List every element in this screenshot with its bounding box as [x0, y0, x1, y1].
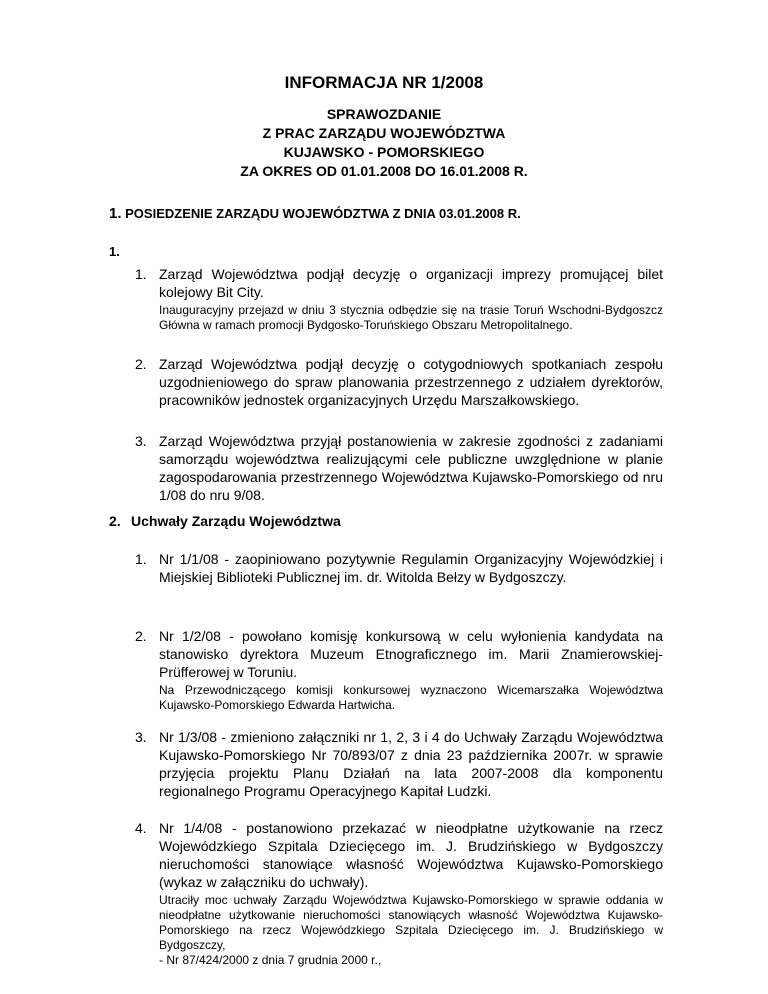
section-2-item [135, 550, 663, 586]
section-2-item [135, 819, 663, 968]
section-1-title: POSIEDZENIE ZARZĄDU WOJEWÓDZTWA Z DNIA 03.01.2008 R. [125, 206, 521, 221]
item-text: Zarząd Województwa przyjął postanowienia w zakresie zgodności z zadaniami samorządu województwa realizującymi cele publiczne uwzględnione w planie zagospodarowania przestrzennego Województwa Kujawsko-Pomorskiego od nru 1/08 do nru 9/08. [159, 433, 663, 503]
item-number: 3. [135, 433, 147, 449]
item-text: Nr 1/4/08 - postanowiono przekazać w nieodpłatne użytkowanie na rzecz Wojewódzkiego Szpitala Dziecięcego im. J. Brudzińskiego w Bydgoszczy nieruchomości stanowiące własność Województwa Kujawsko-Pomorskiego (wykaz w załączniku do uchwały). [159, 820, 663, 890]
item-dash-entry: - Nr 87/424/2000 z dnia 7 grudnia 2000 r., [159, 953, 382, 967]
subtitle-line: SPRAWOZDANIE [326, 106, 442, 122]
section-1-heading [109, 205, 521, 222]
item-number: 2. [135, 356, 147, 372]
item-number: 1. [135, 266, 147, 282]
section-1-item [135, 265, 663, 333]
document-subtitle [0, 105, 768, 181]
section-1-subnumber: 1. [109, 244, 120, 259]
item-text: Zarząd Województwa podjął decyzję o organizacji imprezy promującej bilet kolejowy Bit City. [159, 266, 663, 300]
section-1-item [135, 432, 663, 504]
section-2-title: Uchwały Zarządu Województwa [131, 513, 341, 529]
item-number: 1. [135, 551, 147, 567]
section-2-item [135, 728, 663, 800]
item-text: Nr 1/3/08 - zmieniono załączniki nr 1, 2, 3 i 4 do Uchwały Zarządu Województwa Kujawsko-Pomorskiego Nr 70/893/07 z dnia 23 października 2007r. w sprawie przyjęcia projektu Planu Działań na lata 2007-2008 dla komponentu regionalnego Programu Operacyjnego Kapitał Ludzki. [159, 729, 663, 799]
item-note: Inauguracyjny przejazd w dniu 3 stycznia odbędzie się na trasie Toruń Wschodni-Bydgoszcz Główna w ramach promocji Bydgosko-Toruńskiego Obszaru Metropolitalnego. [159, 303, 663, 332]
document-title: INFORMACJA NR 1/2008 [284, 73, 484, 92]
subtitle-line: ZA OKRES OD 01.01.2008 DO 16.01.2008 R. [240, 163, 528, 179]
section-1-number: 1. [109, 205, 122, 222]
subtitle-line: Z PRAC ZARZĄDU WOJEWÓDZTWA [262, 125, 506, 141]
item-number: 2. [135, 628, 147, 644]
item-note: Utraciły moc uchwały Zarządu Województwa Kujawsko-Pomorskiego w sprawie oddania w nieodpłatne użytkowanie nieruchomości stanowiących własność Województwa Kujawsko-Pomorskiego na rzecz Wojewódzkiego Szpitala Dziecięcego im. J. Brudzińskiego w Bydgoszczy, [159, 893, 663, 952]
item-number: 4. [135, 820, 147, 836]
section-1-item [135, 355, 663, 409]
section-2-number: 2. [109, 513, 121, 529]
item-text: Zarząd Województwa podjął decyzję o cotygodniowych spotkaniach zespołu uzgodnieniowego do spraw planowania przestrzennego z udziałem dyrektorów, pracowników jednostek organizacyjnych Urzędu Marszałkowskiego. [159, 356, 663, 408]
subtitle-line: KUJAWSKO - POMORSKIEGO [283, 144, 485, 160]
item-note: Na Przewodniczącego komisji konkursowej wyznaczono Wicemarszałka Województwa Kujawsko-Pomorskiego Edwarda Hartwicha. [159, 683, 663, 712]
item-text: Nr 1/1/08 - zaopiniowano pozytywnie Regulamin Organizacyjny Wojewódzkiej i Miejskiej Biblioteki Publicznej im. dr. Witolda Bełzy w Bydgoszczy. [159, 551, 663, 585]
item-number: 3. [135, 729, 147, 745]
section-2-heading [109, 513, 341, 529]
section-2-item [135, 627, 663, 713]
item-text: Nr 1/2/08 - powołano komisję konkursową w celu wyłonienia kandydata na stanowisko dyrektora Muzeum Etnograficznego im. Marii Znamierowskiej-Prüfferowej w Toruniu. [159, 628, 663, 680]
